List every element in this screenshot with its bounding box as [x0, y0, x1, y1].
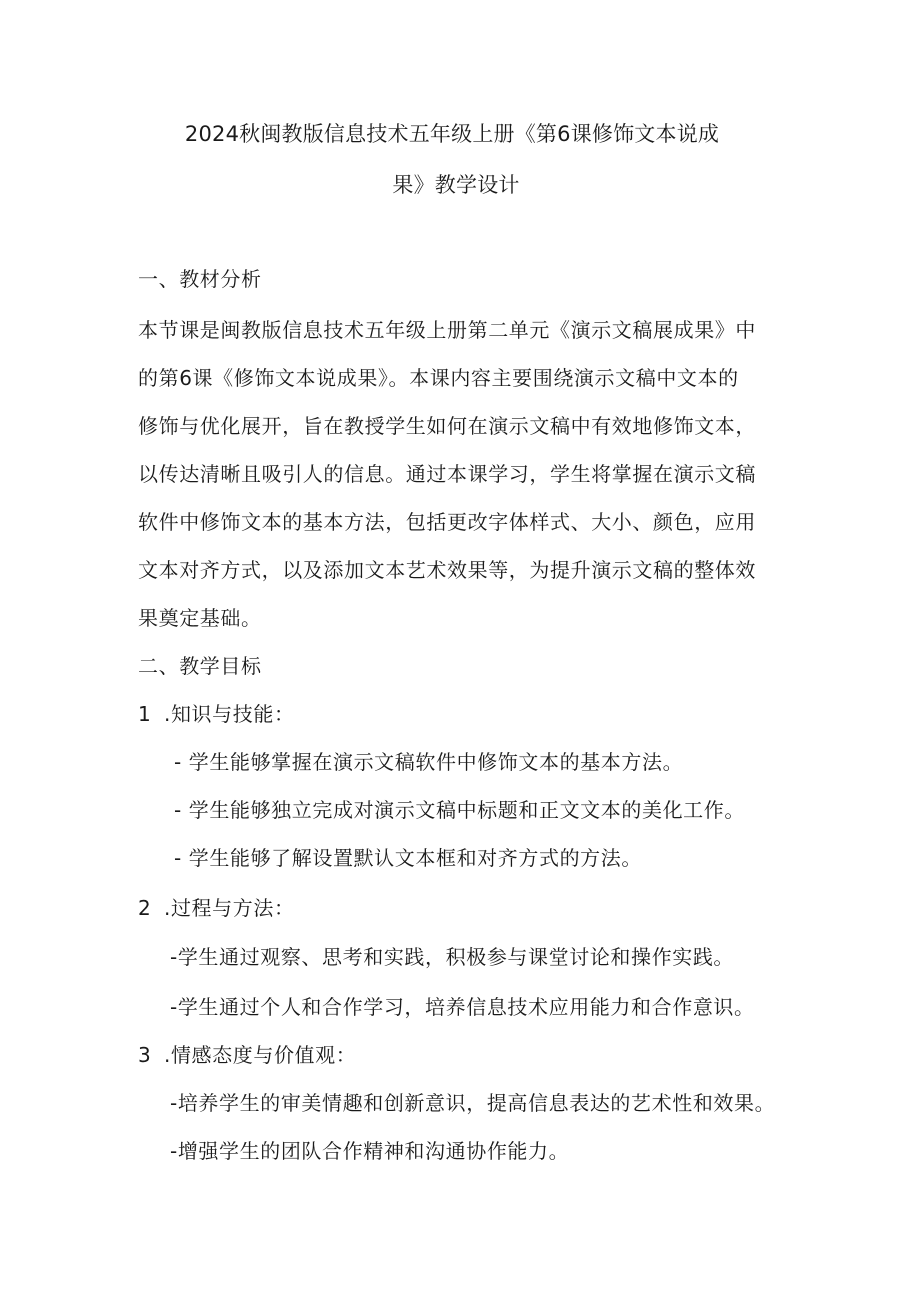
document-title-line-2: 果》教学设计 [392, 173, 520, 197]
goal-item: -学生通过观察、思考和实践，积极参与课堂讨论和操作实践。 [170, 945, 735, 969]
goal-item: - 学生能够独立完成对演示文稿中标题和正文文本的美化工作。 [174, 798, 745, 822]
paragraph-line: 文本对齐方式，以及添加文本艺术效果等，为提升演示文稿的整体效 [138, 558, 756, 582]
goal-number: 1 [138, 702, 152, 726]
paragraph-line: 软件中修饰文本的基本方法，包括更改字体样式、大小、颜色，应用 [138, 510, 756, 534]
paragraph-line: 以传达清晰且吸引人的信息。通过本课学习，学生将掌握在演示文稿 [138, 462, 756, 486]
goal-item: -培养学生的审美情趣和创新意识，提高信息表达的艺术性和效果。 [170, 1091, 776, 1115]
paragraph-line: 修饰与优化展开，旨在教授学生如何在演示文稿中有效地修饰文本， [138, 414, 756, 438]
goal-number: 3 [138, 1043, 152, 1067]
goal-label: .情感态度与价值观： [164, 1043, 357, 1067]
document-title-line-1: 2024秋闽教版信息技术五年级上册《第6课修饰文本说成 [184, 122, 720, 146]
goal-item: -增强学生的团队合作精神和沟通协作能力。 [170, 1139, 570, 1163]
section-heading-teaching-goals: 二、教学目标 [138, 654, 262, 678]
goal-label: .知识与技能： [164, 702, 295, 726]
section-heading-material-analysis: 一、教材分析 [138, 267, 262, 291]
goal-label: .过程与方法： [164, 896, 295, 920]
goal-item: - 学生能够掌握在演示文稿软件中修饰文本的基本方法。 [174, 750, 684, 774]
paragraph-line: 果奠定基础。 [138, 606, 262, 630]
goal-heading-process-methods [138, 898, 295, 918]
goal-heading-knowledge-skills [138, 704, 295, 724]
paragraph-line: 的第6课《修饰文本说成果》。本课内容主要围绕演示文稿中文本的 [138, 366, 739, 390]
goal-item: - 学生能够了解设置默认文本框和对齐方式的方法。 [174, 846, 642, 870]
goal-item: -学生通过个人和合作学习，培养信息技术应用能力和合作意识。 [170, 995, 755, 1019]
goal-number: 2 [138, 896, 152, 920]
goal-heading-attitudes-values [138, 1045, 356, 1065]
paragraph-line: 本节课是闽教版信息技术五年级上册第二单元《演示文稿展成果》中 [138, 318, 756, 342]
